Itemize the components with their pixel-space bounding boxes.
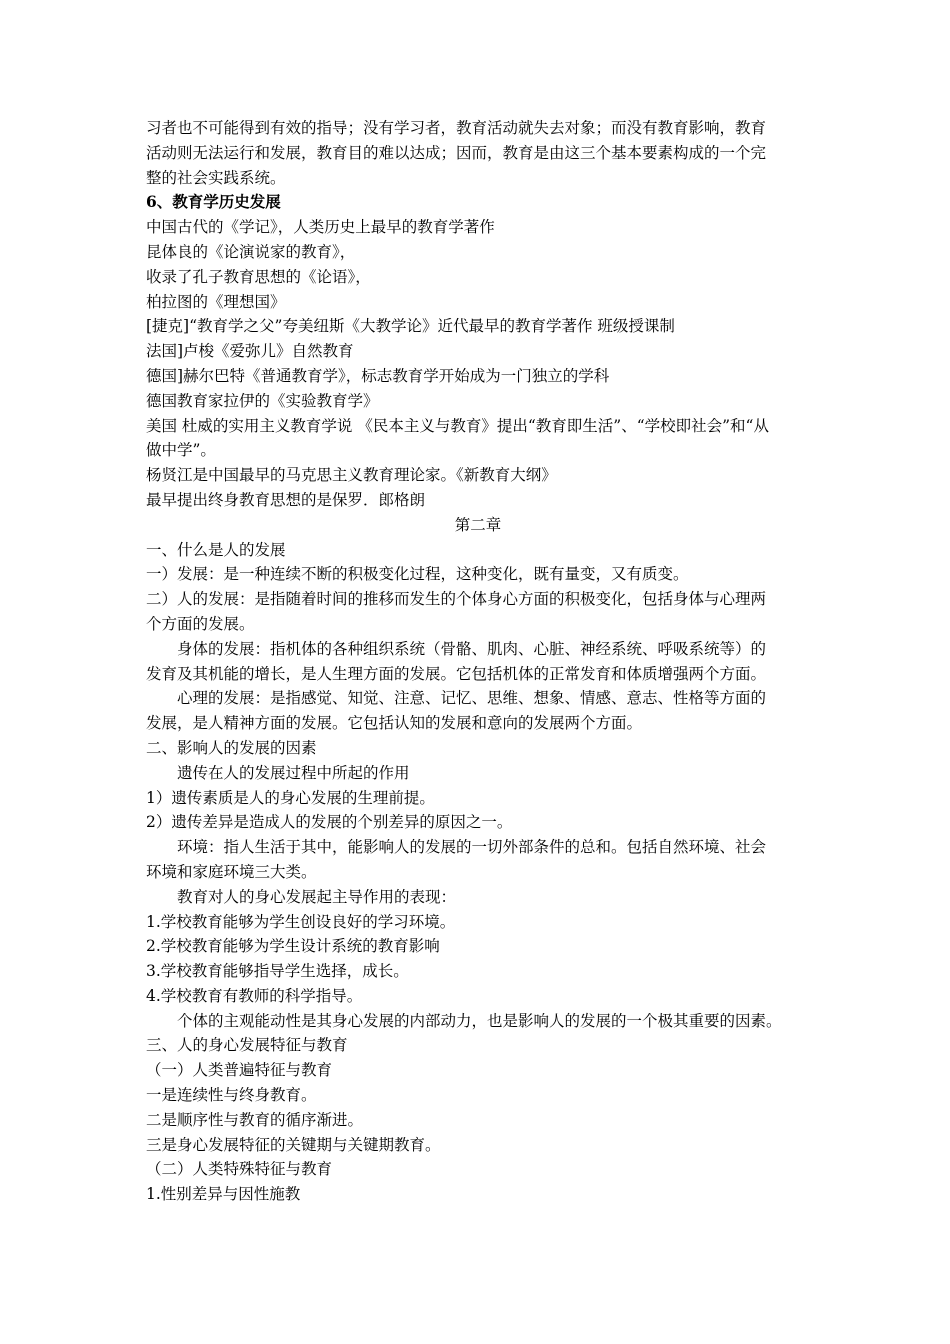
document-page [146, 116, 810, 1207]
text-line: 环境：指人生活于其中，能影响人的发展的一切外部条件的总和。包括自然环境、社会 [177, 838, 767, 857]
text-line: 最早提出终身教育思想的是保罗．郎格朗 [146, 490, 426, 509]
text-line: 环境和家庭环境三大类。 [146, 862, 317, 881]
list-item: 2.学校教育能够为学生设计系统的教育影响 [146, 937, 440, 956]
list-item: 1.学校教育能够为学生创设良好的学习环境。 [146, 912, 456, 931]
text-line: 一）发展：是一种连续不断的积极变化过程，这种变化，既有量变，又有质变。 [146, 565, 689, 584]
text-line: 2）遗传差异是造成人的发展的个别差异的原因之一。 [146, 813, 513, 832]
text-line: 遗传在人的发展过程中所起的作用 [177, 763, 410, 782]
section-heading: 三、人的身心发展特征与教育 [146, 1036, 348, 1055]
section-heading: 一、什么是人的发展 [146, 540, 286, 559]
text-line: 整的社会实践系统。 [146, 168, 286, 187]
text-line: 德国]赫尔巴特《普通教育学》，标志教育学开始成为一门独立的学科 [146, 366, 610, 385]
text-line: 做中学”。 [146, 441, 216, 460]
text-line: 活动则无法运行和发展，教育目的难以达成；因而，教育是由这三个基本要素构成的一个完 [146, 143, 767, 162]
list-item: 4.学校教育有教师的科学指导。 [146, 986, 363, 1005]
text-line: 发展，是人精神方面的发展。它包括认知的发展和意向的发展两个方面。 [146, 714, 643, 733]
text-line: 法国]卢梭《爱弥儿》自然教育 [146, 342, 354, 361]
list-item: 二是顺序性与教育的循序渐进。 [146, 1110, 364, 1129]
text-line: 个方面的发展。 [146, 614, 255, 633]
chapter-title: 第二章 [454, 515, 502, 534]
list-item: 1.性别差异与因性施教 [146, 1185, 301, 1204]
text-line: 身体的发展：指机体的各种组织系统（骨骼、肌肉、心脏、神经系统、呼吸系统等）的 [177, 639, 767, 658]
text-line: 昆体良的《论演说家的教育》， [146, 242, 356, 261]
text-line: 美国 杜威的实用主义教育学说 《民本主义与教育》提出“教育即生活”、“学校即社会”和“从 [146, 416, 769, 435]
text-line: 中国古代的《学记》，人类历史上最早的教育学著作 [146, 218, 495, 237]
text-line: 个体的主观能动性是其身心发展的内部动力，也是影响人的发展的一个极其重要的因素。 [177, 1011, 782, 1030]
subsection-heading: （二）人类特殊特征与教育 [146, 1160, 333, 1179]
text-line: [捷克]“教育学之父”夸美纽斯《大教学论》近代最早的教育学著作 班级授课制 [146, 317, 675, 336]
text-line: 习者也不可能得到有效的指导；没有学习者，教育活动就失去对象；而没有教育影响，教育 [146, 119, 767, 137]
subsection-heading: （一）人类普遍特征与教育 [146, 1061, 333, 1080]
text-line: 发育及其机能的增长，是人生理方面的发展。它包括机体的正常发育和体质增强两个方面。 [146, 664, 767, 683]
text-line: 心理的发展：是指感觉、知觉、注意、记忆、思维、想象、情感、意志、性格等方面的 [177, 689, 767, 708]
text-line: 德国教育家拉伊的《实验教育学》 [146, 391, 379, 410]
text-line: 1）遗传素质是人的身心发展的生理前提。 [146, 788, 435, 807]
section-heading: 二、影响人的发展的因素 [146, 738, 317, 757]
text-line: 二）人的发展：是指随着时间的推移而发生的个体身心方面的积极变化，包括身体与心理两 [146, 590, 767, 609]
list-item: 三是身心发展特征的关键期与关键期教育。 [146, 1135, 441, 1154]
text-line: 柏拉图的《理想国》 [146, 292, 286, 311]
text-line: 杨贤江是中国最早的马克思主义教育理论家。《新教育大纲》 [146, 466, 557, 485]
text-line: 教育对人的身心发展起主导作用的表现： [177, 887, 457, 906]
list-item: 一是连续性与终身教育。 [146, 1086, 317, 1105]
text-line: 收录了孔子教育思想的《论语》， [146, 267, 371, 286]
list-item: 3.学校教育能够指导学生选择，成长。 [146, 962, 409, 981]
section-heading: 6、教育学历史发展 [146, 192, 281, 212]
